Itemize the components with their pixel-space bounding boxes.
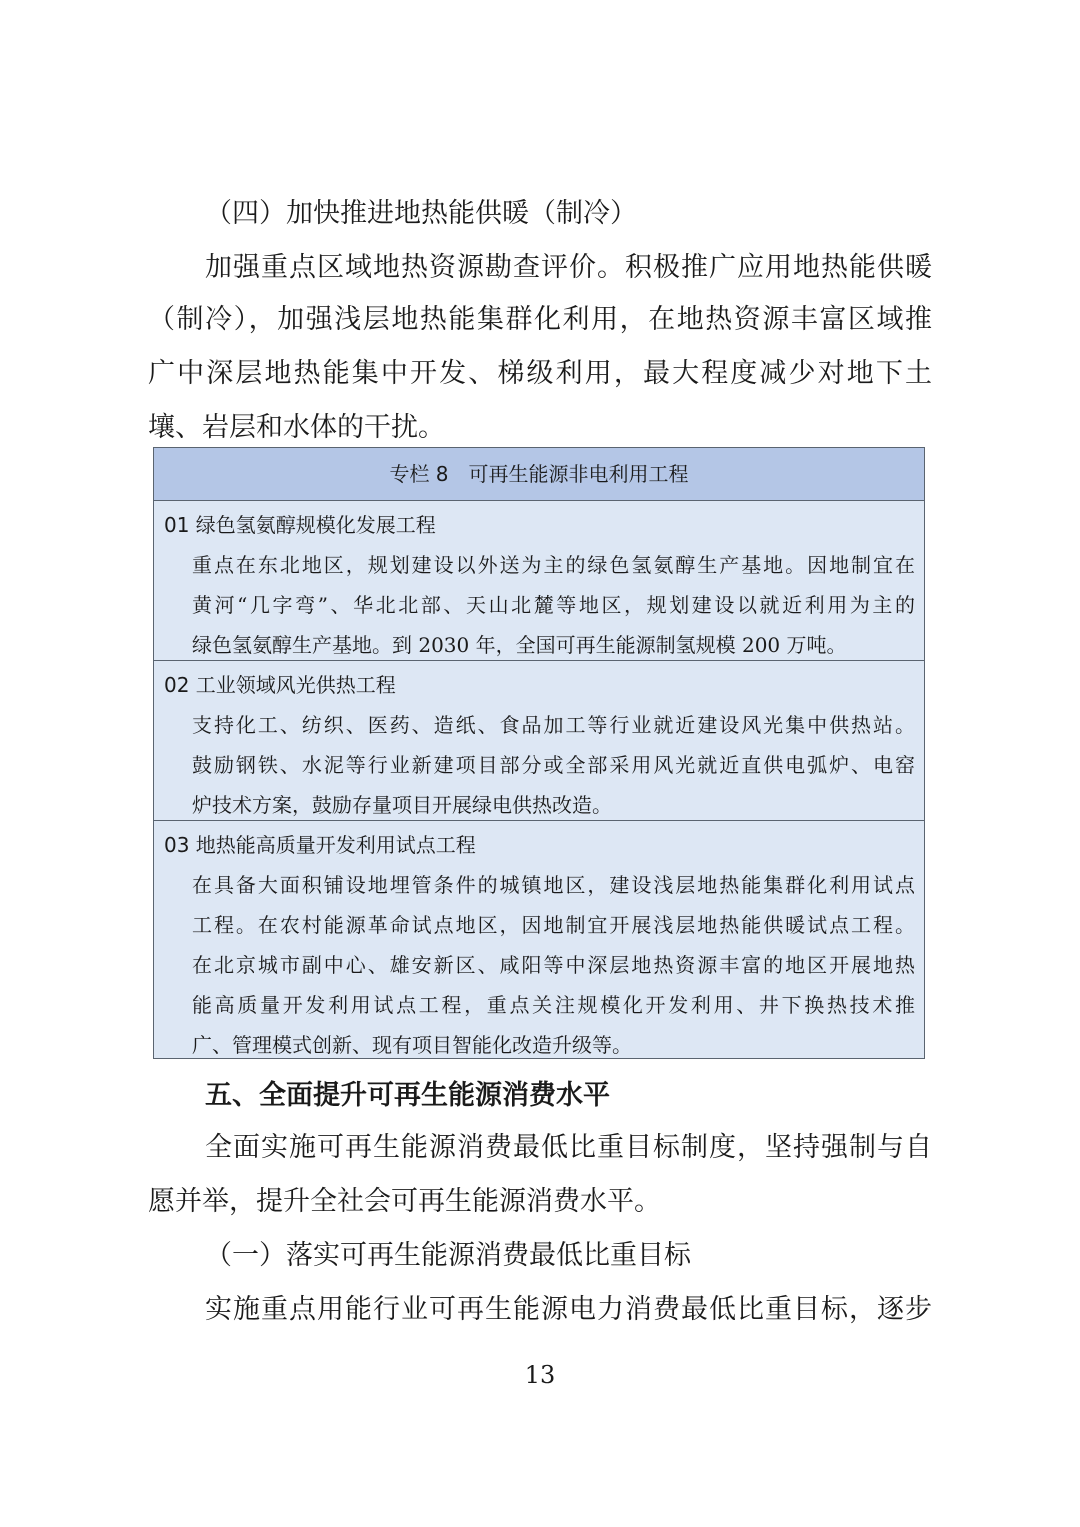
- part-heading-5: 五、全面提升可再生能源消费水平: [205, 1080, 610, 1111]
- page-number: 13: [524, 1361, 556, 1389]
- paragraph-line: 愿并举，提升全社会可再生能源消费水平。: [148, 1186, 661, 1217]
- box-section-line: 绿色氢氨醇生产基地。到 2030 年，全国可再生能源制氢规模 200 万吨。: [192, 633, 847, 657]
- box-section: [154, 501, 924, 661]
- box-section: [154, 821, 924, 1058]
- box-section-heading: 02 工业领域风光供热工程: [164, 673, 396, 697]
- box-section-line: 重点在东北地区，规划建设以外送为主的绿色氢氨醇生产基地。因地制宜在: [192, 553, 915, 577]
- paragraph-line: （制冷），加强浅层地热能集群化利用，在地热资源丰富区域推: [148, 304, 932, 335]
- box-section-line: 在具备大面积铺设地埋管条件的城镇地区，建设浅层地热能集群化利用试点: [192, 873, 915, 897]
- box-section-line: 广、管理模式创新、现有项目智能化改造升级等。: [192, 1033, 632, 1057]
- paragraph-line: 实施重点用能行业可再生能源电力消费最低比重目标，逐步: [205, 1294, 932, 1325]
- section-heading-4: （四）加快推进地热能供暖（制冷）: [205, 198, 637, 229]
- paragraph-line: 加强重点区域地热资源勘查评价。积极推广应用地热能供暖: [205, 252, 932, 283]
- paragraph-line: 全面实施可再生能源消费最低比重目标制度，坚持强制与自: [205, 1132, 932, 1163]
- box-section-line: 工程。在农村能源革命试点地区，因地制宜开展浅层地热能供暖试点工程。: [192, 913, 915, 937]
- column-box-title: 专栏 8 可再生能源非电利用工程: [154, 448, 924, 501]
- box-section-line: 黄河“几字弯”、华北北部、天山北麓等地区，规划建设以就近利用为主的: [192, 593, 915, 617]
- box-section-line: 能高质量开发利用试点工程，重点关注规模化开发利用、井下换热技术推: [192, 993, 915, 1017]
- box-section-line: 支持化工、纺织、医药、造纸、食品加工等行业就近建设风光集中供热站。: [192, 713, 915, 737]
- box-section-line: 在北京城市副中心、雄安新区、咸阳等中深层地热资源丰富的地区开展地热: [192, 953, 915, 977]
- box-section: [154, 661, 924, 821]
- box-section-heading: 03 地热能高质量开发利用试点工程: [164, 833, 476, 857]
- paragraph-line: 广中深层地热能集中开发、梯级利用，最大程度减少对地下土: [148, 358, 932, 389]
- sub-heading-1: （一）落实可再生能源消费最低比重目标: [205, 1240, 691, 1271]
- box-section-heading: 01 绿色氢氨醇规模化发展工程: [164, 513, 436, 537]
- box-section-line: 鼓励钢铁、水泥等行业新建项目部分或全部采用风光就近直供电弧炉、电窑: [192, 753, 915, 777]
- column-box: [153, 447, 925, 1059]
- box-section-line: 炉技术方案，鼓励存量项目开展绿电供热改造。: [192, 793, 612, 817]
- paragraph-line: 壤、岩层和水体的干扰。: [148, 412, 445, 443]
